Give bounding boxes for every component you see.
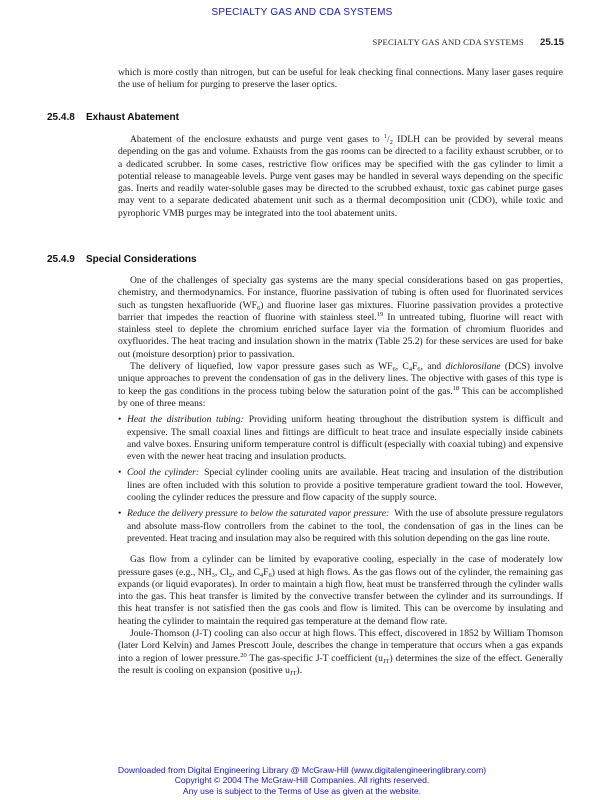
footer-download-line[interactable]: Downloaded from Digital Engineering Library @ McGraw-Hill (www.digitalengineeringlibrary.com) — [117, 765, 487, 775]
intro-block — [118, 67, 563, 92]
section-title: Exhaust Abatement — [86, 112, 179, 123]
paragraph-passivation: One of the challenges of specialty gas systems are the many special considerations based on gas properties, chemistry, and thermodynamics. For instance, fluorine passivation of tubing is often used for fluorinated services such as tungsten hexafluoride $(WF_6)$ and fluorine laser gas mixtures. Fluorine passivation provides a protective barrier that impedes the reaction of fluorine with stainless steel.$^{19}$ In untreated tubing, fluorine will react with stainless steel to deplete the chromium enriched surface layer via the formation of chromium fluorides and oxyfluorides. The heat tracing and insulation shown in the matrix (Table 25.2) for these services are used for bake out (moisture desorption) prior to passivation. — [118, 275, 564, 360]
bullet-icon: • — [118, 508, 122, 520]
section-number: 25.4.9 — [47, 254, 75, 265]
section-heading-exhaust-abatement — [47, 112, 179, 123]
methods-list — [118, 414, 563, 545]
section-number: 25.4.8 — [47, 112, 75, 123]
section-title: Special Considerations — [86, 254, 197, 265]
chapter-banner: SPECIALTY GAS AND CDA SYSTEMS — [211, 7, 393, 18]
paragraph-evaporative-cooling: Gas flow from a cylinder can be limited by evaporative cooling, especially in the case of moderately low pressure gases (e.g., $NH_3$, $Cl_2$, and $C_4F_6$) used at high flows. As the gas flows out of the cylinder, the remaining gas expands (or liquid evaporates). In order to maintain a high flow, heat must be transferred through the cylinder walls into the gas. This heat transfer is limited by the convective transfer between the cylinder and its surroundings. If this heat transfer is not satisfied then the gas cools and flow is limited. This can be overcome by insulating and heating the cylinder to maintain the required gas temperature at the demand flow rate. — [118, 554, 563, 627]
intro-paragraph: which is more costly than nitrogen, but can be useful for leak checking final connections. Many laser gases require the use of helium for purging to preserve the laser optics. — [118, 67, 563, 91]
page-number: 25.15 — [539, 37, 564, 48]
footer-copyright-line: Copyright © 2004 The McGraw-Hill Companies. All rights reserved. — [174, 775, 430, 786]
paragraph-liquefied-gases: The delivery of liquefied, low vapor pressure gases such as $WF_6$, $C_4F_6$, and dichlorosilane (DCS) involve unique approaches to prevent the condensation of gas in the delivery lines. The objective with gases of this type is to keep the gas conditions in the process tubing below the saturation point of the gas.$^{18}$ This can be accomplished by one of three means: — [118, 361, 564, 409]
footer-terms-line[interactable]: Any use is subject to the Terms of Use as given at the website. — [182, 785, 422, 796]
bullet-icon: • — [118, 414, 122, 426]
running-head — [373, 37, 564, 48]
exhaust-abatement-body — [118, 133, 563, 220]
exhaust-abatement-paragraph: Abatement of the enclosure exhausts and purge vent gases to $^1/_2$ IDLH can be provided by several means depending on the gas and volume. Exhausts from the gas rooms can be directed to a facility exhaust scrubber, or to a dedicated scrubber. In some cases, restrictive flow orifices may be specified with the gas cylinder to limit a potential release to manageable levels. Purge vent gases may be handled in several ways depending on the specific gas. Inerts and readily water-soluble gases may be directed to the scrubbed exhaust, toxic gas cabinet purge gases may vent to a separate dedicated abatement unit such as a thermal decomposition unit (CDO), while toxic and pyrophoric VMB purges may be integrated into the tool abatement units. — [118, 133, 563, 219]
paragraph-joule-thomson: Joule-Thomson (J-T) cooling can also occur at high flows. This effect, discovered in 1852 by William Thomson (later Lord Kelvin) and James Prescott Joule, describes the change in temperature that occurs when a gas expands into a region of lower pressure.$^{20}$ The gas-specific J-T coefficient $(u_{JT})$ determines the size of the effect. Generally the result is cooling on expansion (positive $u_{JT}$). — [118, 628, 563, 677]
running-title: SPECIALTY GAS AND CDA SYSTEMS — [372, 37, 524, 47]
list-item: • Cool the cylinder: Special cylinder cooling units are available. Heat tracing and insulation of the distribution lines are often included with this solution to provide a positive temperature gradient toward the tool. However, cooling the cylinder reduces the pressure and flow capacity of the supply source. — [118, 467, 563, 504]
list-item: • Heat the distribution tubing: Providing uniform heating throughout the distribution system is difficult and expensive. The small coaxial lines and fittings are difficult to heat trace and insulate especially inside cabinets and valve boxes. Ensuring uniform temperature control is difficult (especially with coaxial tubing) and expensive even with the newer heat tracing and insulation products. — [118, 414, 563, 463]
copyright-footer — [0, 765, 604, 796]
list-item: • Reduce the delivery pressure to below the saturated vapor pressure: With the use of absolute pressure regulators and absolute mass-flow controllers from the cabinet to the tool, the condensation of gas in the lines can be prevented. Heat tracing and insulation may also be required with this solution depending on the gas line route. — [118, 508, 563, 544]
section-heading-special-considerations — [47, 254, 197, 265]
special-considerations-body — [118, 275, 563, 677]
bullet-icon: • — [118, 467, 122, 479]
